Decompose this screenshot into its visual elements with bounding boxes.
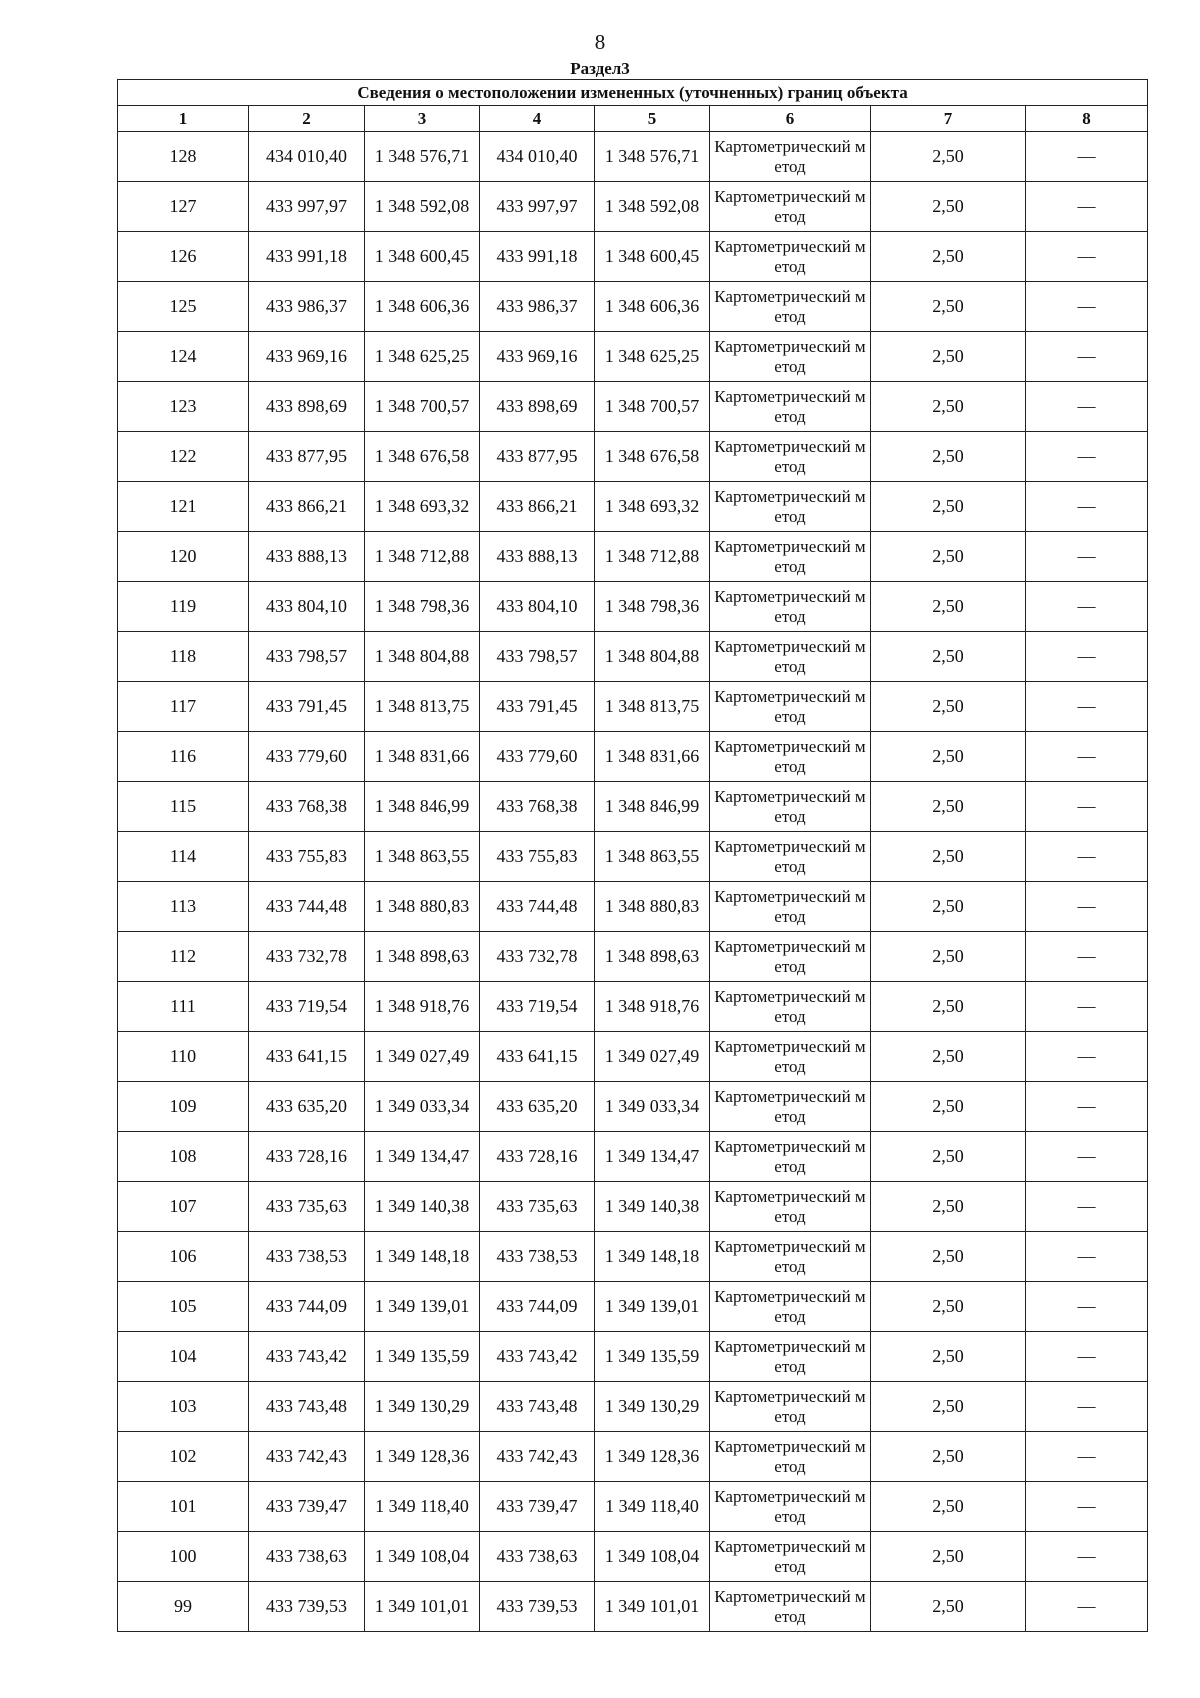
column-number: 2 bbox=[249, 106, 365, 132]
x-refined-cell: 433 743,42 bbox=[480, 1332, 595, 1382]
method-cell: Картометрический метод bbox=[710, 432, 871, 482]
accuracy-cell: 2,50 bbox=[871, 1032, 1026, 1082]
description-cell: — bbox=[1026, 882, 1148, 932]
table-row bbox=[118, 282, 1148, 332]
accuracy-cell: 2,50 bbox=[871, 382, 1026, 432]
table-row bbox=[118, 1032, 1148, 1082]
y-refined-cell: 1 349 135,59 bbox=[595, 1332, 710, 1382]
table-row bbox=[118, 1132, 1148, 1182]
x-existing-cell: 433 779,60 bbox=[249, 732, 365, 782]
y-refined-cell: 1 349 140,38 bbox=[595, 1182, 710, 1232]
x-existing-cell: 433 866,21 bbox=[249, 482, 365, 532]
point-number-cell: 109 bbox=[118, 1082, 249, 1132]
table-row bbox=[118, 1232, 1148, 1282]
y-refined-cell: 1 348 700,57 bbox=[595, 382, 710, 432]
table-row bbox=[118, 882, 1148, 932]
section-title: Раздел3 bbox=[570, 59, 630, 78]
x-refined-cell: 433 986,37 bbox=[480, 282, 595, 332]
x-existing-cell: 433 768,38 bbox=[249, 782, 365, 832]
point-number-cell: 119 bbox=[118, 582, 249, 632]
y-refined-cell: 1 348 813,75 bbox=[595, 682, 710, 732]
table-row bbox=[118, 832, 1148, 882]
method-cell: Картометрический метод bbox=[710, 882, 871, 932]
description-cell: — bbox=[1026, 782, 1148, 832]
method-cell: Картометрический метод bbox=[710, 382, 871, 432]
table-row bbox=[118, 1432, 1148, 1482]
description-cell: — bbox=[1026, 1232, 1148, 1282]
method-cell: Картометрический метод bbox=[710, 1132, 871, 1182]
table-row bbox=[118, 1382, 1148, 1432]
point-number-cell: 107 bbox=[118, 1182, 249, 1232]
point-number-cell: 123 bbox=[118, 382, 249, 432]
x-existing-cell: 433 744,48 bbox=[249, 882, 365, 932]
point-number-cell: 104 bbox=[118, 1332, 249, 1382]
point-number-cell: 115 bbox=[118, 782, 249, 832]
method-cell: Картометрический метод bbox=[710, 282, 871, 332]
x-existing-cell: 433 898,69 bbox=[249, 382, 365, 432]
method-cell: Картометрический метод bbox=[710, 582, 871, 632]
column-number: 5 bbox=[595, 106, 710, 132]
method-cell: Картометрический метод bbox=[710, 1432, 871, 1482]
y-refined-cell: 1 349 128,36 bbox=[595, 1432, 710, 1482]
column-number: 6 bbox=[710, 106, 871, 132]
method-cell: Картометрический метод bbox=[710, 1532, 871, 1582]
description-cell: — bbox=[1026, 682, 1148, 732]
accuracy-cell: 2,50 bbox=[871, 432, 1026, 482]
point-number-cell: 106 bbox=[118, 1232, 249, 1282]
accuracy-cell: 2,50 bbox=[871, 682, 1026, 732]
description-cell: — bbox=[1026, 1032, 1148, 1082]
description-cell: — bbox=[1026, 732, 1148, 782]
column-number: 1 bbox=[118, 106, 249, 132]
table-row bbox=[118, 382, 1148, 432]
table-row bbox=[118, 732, 1148, 782]
x-refined-cell: 433 635,20 bbox=[480, 1082, 595, 1132]
page-number: 8 bbox=[594, 30, 606, 54]
y-refined-cell: 1 348 898,63 bbox=[595, 932, 710, 982]
x-existing-cell: 433 743,42 bbox=[249, 1332, 365, 1382]
description-cell: — bbox=[1026, 532, 1148, 582]
x-existing-cell: 433 755,83 bbox=[249, 832, 365, 882]
x-existing-cell: 433 744,09 bbox=[249, 1282, 365, 1332]
table-row bbox=[118, 1482, 1148, 1532]
y-refined-cell: 1 348 693,32 bbox=[595, 482, 710, 532]
description-cell: — bbox=[1026, 932, 1148, 982]
x-existing-cell: 433 804,10 bbox=[249, 582, 365, 632]
table-row bbox=[118, 1282, 1148, 1332]
x-existing-cell: 433 738,53 bbox=[249, 1232, 365, 1282]
point-number-cell: 120 bbox=[118, 532, 249, 582]
x-refined-cell: 433 719,54 bbox=[480, 982, 595, 1032]
x-refined-cell: 433 991,18 bbox=[480, 232, 595, 282]
column-number: 4 bbox=[480, 106, 595, 132]
accuracy-cell: 2,50 bbox=[871, 632, 1026, 682]
y-refined-cell: 1 349 134,47 bbox=[595, 1132, 710, 1182]
point-number-cell: 126 bbox=[118, 232, 249, 282]
x-existing-cell: 433 719,54 bbox=[249, 982, 365, 1032]
description-cell: — bbox=[1026, 582, 1148, 632]
x-existing-cell: 433 791,45 bbox=[249, 682, 365, 732]
point-number-cell: 99 bbox=[118, 1582, 249, 1632]
x-refined-cell: 433 969,16 bbox=[480, 332, 595, 382]
x-existing-cell: 433 738,63 bbox=[249, 1532, 365, 1582]
accuracy-cell: 2,50 bbox=[871, 1482, 1026, 1532]
method-cell: Картометрический метод bbox=[710, 332, 871, 382]
method-cell: Картометрический метод bbox=[710, 232, 871, 282]
y-existing-cell: 1 349 033,34 bbox=[365, 1082, 480, 1132]
x-existing-cell: 433 743,48 bbox=[249, 1382, 365, 1432]
table-row bbox=[118, 1332, 1148, 1382]
y-existing-cell: 1 349 140,38 bbox=[365, 1182, 480, 1232]
method-cell: Картометрический метод bbox=[710, 1182, 871, 1232]
accuracy-cell: 2,50 bbox=[871, 1582, 1026, 1632]
point-number-cell: 118 bbox=[118, 632, 249, 682]
y-refined-cell: 1 348 798,36 bbox=[595, 582, 710, 632]
x-refined-cell: 433 804,10 bbox=[480, 582, 595, 632]
y-refined-cell: 1 348 918,76 bbox=[595, 982, 710, 1032]
column-number-row bbox=[118, 106, 1148, 132]
table-row bbox=[118, 432, 1148, 482]
y-refined-cell: 1 348 712,88 bbox=[595, 532, 710, 582]
accuracy-cell: 2,50 bbox=[871, 1082, 1026, 1132]
point-number-cell: 103 bbox=[118, 1382, 249, 1432]
y-refined-cell: 1 349 027,49 bbox=[595, 1032, 710, 1082]
x-refined-cell: 433 898,69 bbox=[480, 382, 595, 432]
x-existing-cell: 433 997,97 bbox=[249, 182, 365, 232]
y-existing-cell: 1 348 813,75 bbox=[365, 682, 480, 732]
description-cell: — bbox=[1026, 282, 1148, 332]
point-number-cell: 110 bbox=[118, 1032, 249, 1082]
accuracy-cell: 2,50 bbox=[871, 732, 1026, 782]
y-existing-cell: 1 349 027,49 bbox=[365, 1032, 480, 1082]
accuracy-cell: 2,50 bbox=[871, 1382, 1026, 1432]
y-refined-cell: 1 348 846,99 bbox=[595, 782, 710, 832]
y-existing-cell: 1 348 600,45 bbox=[365, 232, 480, 282]
table-body bbox=[118, 132, 1148, 1632]
y-existing-cell: 1 349 128,36 bbox=[365, 1432, 480, 1482]
description-cell: — bbox=[1026, 1432, 1148, 1482]
y-existing-cell: 1 349 108,04 bbox=[365, 1532, 480, 1582]
y-refined-cell: 1 348 863,55 bbox=[595, 832, 710, 882]
x-refined-cell: 433 738,53 bbox=[480, 1232, 595, 1282]
method-cell: Картометрический метод bbox=[710, 1582, 871, 1632]
table-row bbox=[118, 1082, 1148, 1132]
accuracy-cell: 2,50 bbox=[871, 232, 1026, 282]
accuracy-cell: 2,50 bbox=[871, 182, 1026, 232]
description-cell: — bbox=[1026, 1332, 1148, 1382]
accuracy-cell: 2,50 bbox=[871, 582, 1026, 632]
x-existing-cell: 433 986,37 bbox=[249, 282, 365, 332]
y-existing-cell: 1 348 576,71 bbox=[365, 132, 480, 182]
description-cell: — bbox=[1026, 1182, 1148, 1232]
method-cell: Картометрический метод bbox=[710, 782, 871, 832]
x-refined-cell: 433 798,57 bbox=[480, 632, 595, 682]
description-cell: — bbox=[1026, 1482, 1148, 1532]
table-row bbox=[118, 1582, 1148, 1632]
table-row bbox=[118, 582, 1148, 632]
x-refined-cell: 433 779,60 bbox=[480, 732, 595, 782]
y-refined-cell: 1 348 576,71 bbox=[595, 132, 710, 182]
method-cell: Картометрический метод bbox=[710, 1482, 871, 1532]
method-cell: Картометрический метод bbox=[710, 932, 871, 982]
point-number-cell: 122 bbox=[118, 432, 249, 482]
y-existing-cell: 1 349 101,01 bbox=[365, 1582, 480, 1632]
table-row bbox=[118, 232, 1148, 282]
table-row bbox=[118, 132, 1148, 182]
method-cell: Картометрический метод bbox=[710, 982, 871, 1032]
x-refined-cell: 433 728,16 bbox=[480, 1132, 595, 1182]
x-refined-cell: 433 744,09 bbox=[480, 1282, 595, 1332]
y-existing-cell: 1 349 135,59 bbox=[365, 1332, 480, 1382]
point-number-cell: 128 bbox=[118, 132, 249, 182]
y-refined-cell: 1 348 880,83 bbox=[595, 882, 710, 932]
point-number-cell: 111 bbox=[118, 982, 249, 1032]
x-refined-cell: 433 739,47 bbox=[480, 1482, 595, 1532]
accuracy-cell: 2,50 bbox=[871, 482, 1026, 532]
table-row bbox=[118, 182, 1148, 232]
x-refined-cell: 433 888,13 bbox=[480, 532, 595, 582]
description-cell: — bbox=[1026, 1532, 1148, 1582]
x-existing-cell: 433 635,20 bbox=[249, 1082, 365, 1132]
y-existing-cell: 1 348 804,88 bbox=[365, 632, 480, 682]
x-refined-cell: 433 739,53 bbox=[480, 1582, 595, 1632]
x-existing-cell: 433 739,53 bbox=[249, 1582, 365, 1632]
y-existing-cell: 1 349 134,47 bbox=[365, 1132, 480, 1182]
x-existing-cell: 433 728,16 bbox=[249, 1132, 365, 1182]
y-existing-cell: 1 348 625,25 bbox=[365, 332, 480, 382]
x-existing-cell: 433 735,63 bbox=[249, 1182, 365, 1232]
y-existing-cell: 1 348 693,32 bbox=[365, 482, 480, 532]
table-row bbox=[118, 682, 1148, 732]
method-cell: Картометрический метод bbox=[710, 1082, 871, 1132]
point-number-cell: 101 bbox=[118, 1482, 249, 1532]
x-refined-cell: 433 641,15 bbox=[480, 1032, 595, 1082]
method-cell: Картометрический метод bbox=[710, 1282, 871, 1332]
y-refined-cell: 1 349 033,34 bbox=[595, 1082, 710, 1132]
x-refined-cell: 433 877,95 bbox=[480, 432, 595, 482]
x-refined-cell: 433 997,97 bbox=[480, 182, 595, 232]
y-existing-cell: 1 348 880,83 bbox=[365, 882, 480, 932]
y-existing-cell: 1 349 118,40 bbox=[365, 1482, 480, 1532]
column-number: 7 bbox=[871, 106, 1026, 132]
x-existing-cell: 433 888,13 bbox=[249, 532, 365, 582]
table-row bbox=[118, 982, 1148, 1032]
method-cell: Картометрический метод bbox=[710, 482, 871, 532]
x-refined-cell: 434 010,40 bbox=[480, 132, 595, 182]
accuracy-cell: 2,50 bbox=[871, 132, 1026, 182]
point-number-cell: 102 bbox=[118, 1432, 249, 1482]
x-existing-cell: 433 798,57 bbox=[249, 632, 365, 682]
x-refined-cell: 433 742,43 bbox=[480, 1432, 595, 1482]
y-existing-cell: 1 348 846,99 bbox=[365, 782, 480, 832]
y-existing-cell: 1 348 676,58 bbox=[365, 432, 480, 482]
point-number-cell: 114 bbox=[118, 832, 249, 882]
column-number: 8 bbox=[1026, 106, 1148, 132]
x-refined-cell: 433 791,45 bbox=[480, 682, 595, 732]
method-cell: Картометрический метод bbox=[710, 1382, 871, 1432]
accuracy-cell: 2,50 bbox=[871, 282, 1026, 332]
method-cell: Картометрический метод bbox=[710, 1032, 871, 1082]
accuracy-cell: 2,50 bbox=[871, 1182, 1026, 1232]
table-row bbox=[118, 1182, 1148, 1232]
method-cell: Картометрический метод bbox=[710, 732, 871, 782]
description-cell: — bbox=[1026, 832, 1148, 882]
y-refined-cell: 1 348 676,58 bbox=[595, 432, 710, 482]
x-existing-cell: 433 991,18 bbox=[249, 232, 365, 282]
x-refined-cell: 433 768,38 bbox=[480, 782, 595, 832]
x-existing-cell: 433 739,47 bbox=[249, 1482, 365, 1532]
description-cell: — bbox=[1026, 1382, 1148, 1432]
y-existing-cell: 1 348 831,66 bbox=[365, 732, 480, 782]
y-refined-cell: 1 349 148,18 bbox=[595, 1232, 710, 1282]
y-existing-cell: 1 349 139,01 bbox=[365, 1282, 480, 1332]
table-row bbox=[118, 532, 1148, 582]
table-row bbox=[118, 332, 1148, 382]
point-number-cell: 108 bbox=[118, 1132, 249, 1182]
x-existing-cell: 433 877,95 bbox=[249, 432, 365, 482]
accuracy-cell: 2,50 bbox=[871, 932, 1026, 982]
accuracy-cell: 2,50 bbox=[871, 1532, 1026, 1582]
x-existing-cell: 433 969,16 bbox=[249, 332, 365, 382]
point-number-cell: 121 bbox=[118, 482, 249, 532]
y-refined-cell: 1 349 139,01 bbox=[595, 1282, 710, 1332]
x-existing-cell: 433 641,15 bbox=[249, 1032, 365, 1082]
description-cell: — bbox=[1026, 132, 1148, 182]
accuracy-cell: 2,50 bbox=[871, 982, 1026, 1032]
description-cell: — bbox=[1026, 1282, 1148, 1332]
x-refined-cell: 433 744,48 bbox=[480, 882, 595, 932]
y-refined-cell: 1 349 101,01 bbox=[595, 1582, 710, 1632]
y-existing-cell: 1 348 798,36 bbox=[365, 582, 480, 632]
description-cell: — bbox=[1026, 182, 1148, 232]
accuracy-cell: 2,50 bbox=[871, 1432, 1026, 1482]
point-number-cell: 124 bbox=[118, 332, 249, 382]
y-existing-cell: 1 349 148,18 bbox=[365, 1232, 480, 1282]
point-number-cell: 100 bbox=[118, 1532, 249, 1582]
y-refined-cell: 1 349 130,29 bbox=[595, 1382, 710, 1432]
y-refined-cell: 1 348 592,08 bbox=[595, 182, 710, 232]
point-number-cell: 113 bbox=[118, 882, 249, 932]
x-refined-cell: 433 743,48 bbox=[480, 1382, 595, 1432]
y-existing-cell: 1 348 700,57 bbox=[365, 382, 480, 432]
table-row bbox=[118, 632, 1148, 682]
column-number: 3 bbox=[365, 106, 480, 132]
method-cell: Картометрический метод bbox=[710, 1332, 871, 1382]
y-existing-cell: 1 348 592,08 bbox=[365, 182, 480, 232]
description-cell: — bbox=[1026, 1132, 1148, 1182]
x-existing-cell: 434 010,40 bbox=[249, 132, 365, 182]
x-refined-cell: 433 755,83 bbox=[480, 832, 595, 882]
y-existing-cell: 1 348 606,36 bbox=[365, 282, 480, 332]
y-refined-cell: 1 348 600,45 bbox=[595, 232, 710, 282]
description-cell: — bbox=[1026, 482, 1148, 532]
point-number-cell: 127 bbox=[118, 182, 249, 232]
accuracy-cell: 2,50 bbox=[871, 332, 1026, 382]
y-refined-cell: 1 348 606,36 bbox=[595, 282, 710, 332]
accuracy-cell: 2,50 bbox=[871, 532, 1026, 582]
y-existing-cell: 1 348 863,55 bbox=[365, 832, 480, 882]
x-refined-cell: 433 735,63 bbox=[480, 1182, 595, 1232]
accuracy-cell: 2,50 bbox=[871, 1282, 1026, 1332]
description-cell: — bbox=[1026, 432, 1148, 482]
point-number-cell: 116 bbox=[118, 732, 249, 782]
x-refined-cell: 433 732,78 bbox=[480, 932, 595, 982]
accuracy-cell: 2,50 bbox=[871, 1232, 1026, 1282]
method-cell: Картометрический метод bbox=[710, 632, 871, 682]
y-refined-cell: 1 348 625,25 bbox=[595, 332, 710, 382]
y-existing-cell: 1 348 918,76 bbox=[365, 982, 480, 1032]
accuracy-cell: 2,50 bbox=[871, 1332, 1026, 1382]
method-cell: Картометрический метод bbox=[710, 182, 871, 232]
y-existing-cell: 1 348 898,63 bbox=[365, 932, 480, 982]
table-caption: Сведения о местоположении измененных (уточненных) границ объекта bbox=[118, 80, 1148, 106]
x-existing-cell: 433 742,43 bbox=[249, 1432, 365, 1482]
description-cell: — bbox=[1026, 982, 1148, 1032]
method-cell: Картометрический метод bbox=[710, 832, 871, 882]
y-existing-cell: 1 348 712,88 bbox=[365, 532, 480, 582]
y-existing-cell: 1 349 130,29 bbox=[365, 1382, 480, 1432]
table-row bbox=[118, 482, 1148, 532]
accuracy-cell: 2,50 bbox=[871, 832, 1026, 882]
point-number-cell: 112 bbox=[118, 932, 249, 982]
point-number-cell: 117 bbox=[118, 682, 249, 732]
description-cell: — bbox=[1026, 1582, 1148, 1632]
y-refined-cell: 1 349 118,40 bbox=[595, 1482, 710, 1532]
description-cell: — bbox=[1026, 382, 1148, 432]
x-refined-cell: 433 738,63 bbox=[480, 1532, 595, 1582]
accuracy-cell: 2,50 bbox=[871, 882, 1026, 932]
table-row bbox=[118, 932, 1148, 982]
point-number-cell: 105 bbox=[118, 1282, 249, 1332]
method-cell: Картометрический метод bbox=[710, 532, 871, 582]
y-refined-cell: 1 348 804,88 bbox=[595, 632, 710, 682]
x-refined-cell: 433 866,21 bbox=[480, 482, 595, 532]
method-cell: Картометрический метод bbox=[710, 682, 871, 732]
method-cell: Картометрический метод bbox=[710, 1232, 871, 1282]
description-cell: — bbox=[1026, 1082, 1148, 1132]
y-refined-cell: 1 348 831,66 bbox=[595, 732, 710, 782]
coordinates-table bbox=[117, 79, 1148, 1632]
x-existing-cell: 433 732,78 bbox=[249, 932, 365, 982]
description-cell: — bbox=[1026, 332, 1148, 382]
y-refined-cell: 1 349 108,04 bbox=[595, 1532, 710, 1582]
accuracy-cell: 2,50 bbox=[871, 782, 1026, 832]
table-row bbox=[118, 782, 1148, 832]
point-number-cell: 125 bbox=[118, 282, 249, 332]
description-cell: — bbox=[1026, 232, 1148, 282]
accuracy-cell: 2,50 bbox=[871, 1132, 1026, 1182]
method-cell: Картометрический метод bbox=[710, 132, 871, 182]
table-row bbox=[118, 1532, 1148, 1582]
description-cell: — bbox=[1026, 632, 1148, 682]
